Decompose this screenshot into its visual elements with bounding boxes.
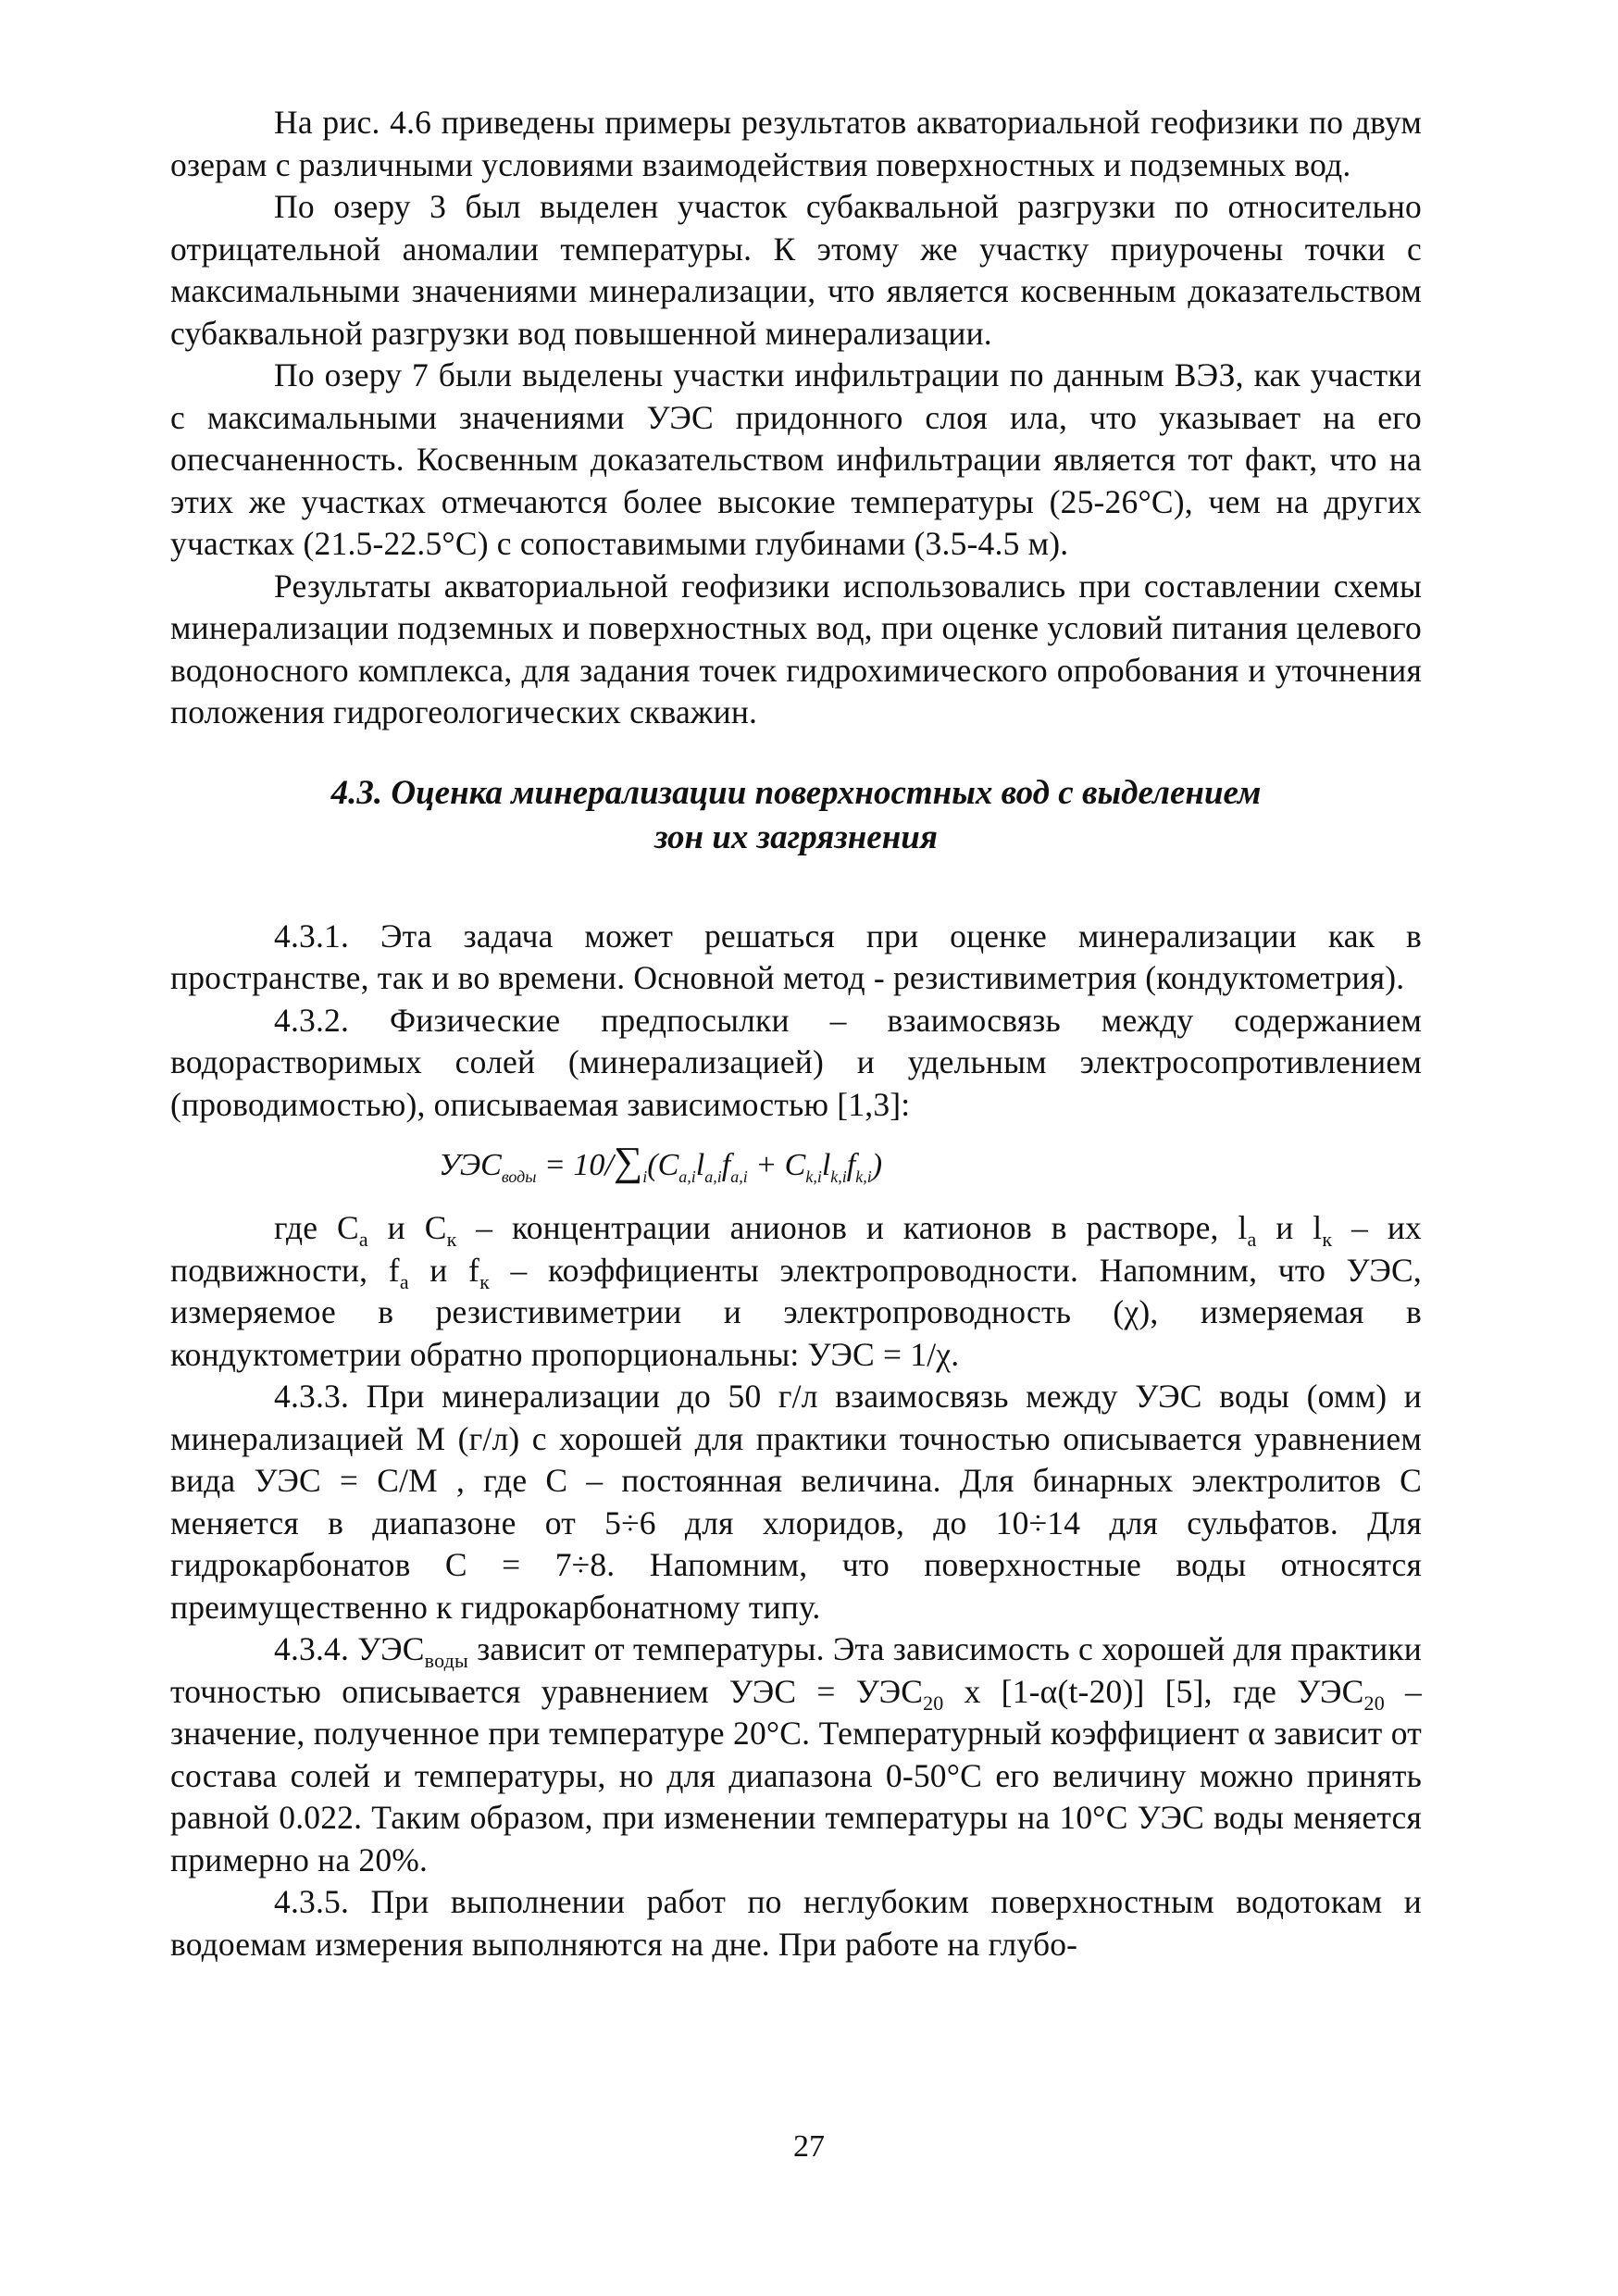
paragraph-fig-4-6: На рис. 4.6 приведены примеры результатов акваториальной геофизики по двум озерам с различными условиями взаимодействия поверхностных и подземных вод.: [170, 104, 1422, 183]
formula-eq: = 10/: [536, 1148, 614, 1182]
where-text-5: – их подвижности, f: [170, 1209, 1422, 1289]
where-text-6: и f: [408, 1251, 480, 1289]
formula-lhs: УЭС: [439, 1148, 502, 1182]
where-text-7: – коэффициенты электропроводности. Напомним, что УЭС, измеряемое в резистивиметрии и электропроводность (χ), измеряемая в кондуктометрии обратно пропорциональны: УЭС = 1/χ.: [170, 1251, 1422, 1373]
formula-close: ): [871, 1148, 883, 1182]
where-sub-fa: а: [399, 1269, 409, 1293]
section-heading-4-3: [170, 771, 1422, 860]
formula-sub-a2: a,i: [704, 1167, 722, 1186]
where-text-1: где С: [274, 1209, 359, 1246]
paragraph-4-3-5: 4.3.5. При выполнении работ по неглубоким поверхностным водотокам и водоемам измерения выполняются на дне. При работе на глубо-: [170, 1883, 1422, 1963]
paragraph-4-3-2-where: [170, 1207, 1422, 1376]
where-sub-a: а: [358, 1228, 368, 1252]
section-heading-line-1: 4.3. Оценка минерализации поверхностных вод с выделением: [330, 773, 1262, 812]
p434-text-2: зависит от температуры. Эта зависимость с хорошей для практики точностью описывается уравнением УЭС = УЭС: [170, 1630, 1422, 1710]
formula-l-k: l: [821, 1148, 831, 1182]
formula-sum-sign: ∑: [613, 1139, 643, 1184]
paragraph-lake-7: По озеру 7 были выделены участки инфильтрации по данным ВЭЗ, как участки с максимальными значениями УЭС придонного слоя ила, что указывает на его опесчаненность. Косвенным доказательством инфильтрации является тот факт, что на этих же участках отмечаются более высокие температуры (25-26°С), чем на других участках (21.5-22.5°С) с сопоставимыми глубинами (3.5-4.5 м).: [170, 356, 1422, 562]
p434-sub-2: 20: [923, 1691, 944, 1715]
where-text-4: и l: [1256, 1209, 1323, 1246]
p434-text-3: х [1-α(t-20)] [5], где УЭС: [943, 1672, 1364, 1710]
formula-l-a: l: [695, 1148, 705, 1182]
page-number: 27: [793, 2129, 825, 2164]
formula-f-a: f: [721, 1148, 731, 1182]
p434-text-1: 4.3.4. УЭС: [274, 1630, 425, 1667]
paragraph-4-3-1: 4.3.1. Эта задача может решаться при оценке минерализации как в пространстве, так и во времени. Основной метод - резистивиметрия (кондуктометрия).: [170, 917, 1422, 996]
formula-f-k: f: [846, 1148, 856, 1182]
section-heading-line-2: зон их загрязнения: [654, 817, 938, 856]
formula-sub-k1: k,i: [805, 1167, 822, 1186]
formula-sub-k3: k,i: [855, 1167, 872, 1186]
formula-sub-a1: a,i: [678, 1167, 696, 1186]
p434-sub-1: воды: [424, 1649, 469, 1673]
paragraph-4-3-2: 4.3.2. Физические предпосылки – взаимосвязь между содержанием водорастворимых солей (минерализацией) и удельным электросопротивлением (проводимостью), описываемая зависимостью [1,3]:: [170, 1001, 1422, 1123]
document-page: [170, 102, 1422, 1965]
formula-sub-k2: k,i: [830, 1167, 847, 1186]
where-sub-fk: к: [479, 1269, 490, 1293]
formula-sub-a3: a,i: [730, 1167, 748, 1186]
formula-sum-index: i: [642, 1167, 648, 1186]
paragraph-results-usage: Результаты акваториальной геофизики использовались при составлении схемы минерализации подземных и поверхностных вод, при оценке условий питания целевого водоносного комплекса, для задания точек гидрохимического опробования и уточнения положения гидрогеологических скважин.: [170, 567, 1422, 730]
formula-lhs-sub: воды: [501, 1167, 537, 1186]
where-sub-la: а: [1247, 1228, 1257, 1252]
p434-text-4: – значение, полученное при температуре 20°С. Температурный коэффициент α зависит от состава солей и температуры, но для диапазона 0-50°С его величину можно принять равной 0.022. Таким образом, при изменении температуры на 10°С УЭС воды меняется примерно на 20%.: [170, 1672, 1423, 1878]
paragraph-lake-3: По озеру 3 был выделен участок субаквальной разгрузки по относительно отрицательной аномалии температуры. К этому же участку приурочены точки с максимальными значениями минерализации, что является косвенным доказательством субаквальной разгрузки вод повышенной минерализации.: [170, 188, 1422, 352]
where-sub-k: к: [446, 1228, 457, 1252]
formula-open: (C: [647, 1148, 679, 1182]
formula-resistivity: [170, 1129, 1422, 1194]
where-text-2: и С: [367, 1209, 447, 1246]
where-text-3: – концентрации анионов и катионов в растворе, l: [456, 1209, 1248, 1246]
formula-plus: + C: [747, 1148, 806, 1182]
paragraph-4-3-3: 4.3.3. При минерализации до 50 г/л взаимосвязь между УЭС воды (омм) и минерализацией М (г/л) с хорошей для практики точностью описывается уравнением вида УЭС = С/М , где С – постоянная величина. Для бинарных электролитов С меняется в диапазоне от 5÷6 для хлоридов, до 10÷14 для сульфатов. Для гидрокарбонатов С = 7÷8. Напомним, что поверхностные воды относятся преимущественно к гидрокарбонатному типу.: [170, 1378, 1422, 1626]
where-sub-lk: к: [1322, 1228, 1333, 1252]
p434-sub-3: 20: [1363, 1691, 1385, 1715]
paragraph-4-3-4: [170, 1628, 1422, 1881]
